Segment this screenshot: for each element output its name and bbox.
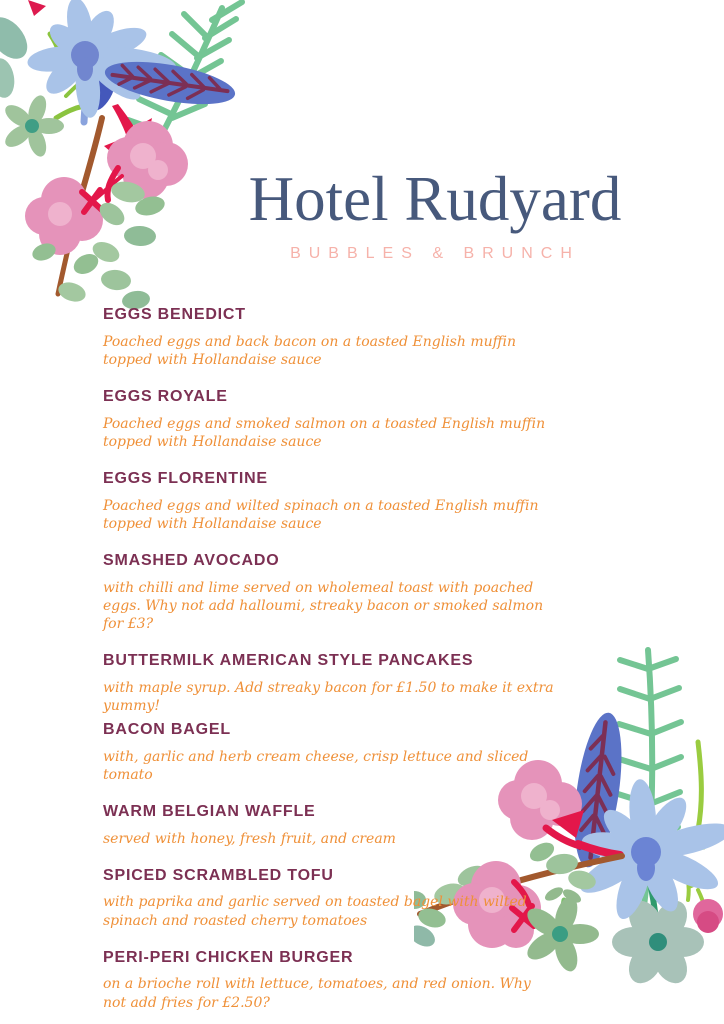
menu-header [150,166,720,263]
item-description: with maple syrup. Add streaky bacon for £1.50 to make it extra yummy! [103,679,554,714]
item-name: SMASHED AVOCADO [103,551,280,569]
menu-item [103,384,563,451]
item-name: PERI-PERI CHICKEN BURGER [103,948,354,966]
leaf-shape [0,56,17,100]
item-description: with chilli and lime served on wholemeal toast with poached eggs. Why not add halloumi, streaky bacon or smoked salmon for £3? [103,579,544,632]
menu-item [103,863,563,930]
item-description: Poached eggs and back bacon on a toasted English muffin topped with Hollandaise sauce [103,333,517,368]
menu-item [103,717,563,784]
red-bud-shape [28,0,46,16]
menu-item [103,302,563,369]
green-flower-shape [1,93,64,159]
item-description: served with honey, fresh fruit, and cream [103,830,396,847]
menu-list [103,302,563,1024]
menu-item [103,466,563,533]
item-description: on a brioche roll with lettuce, tomatoes, and red onion. Why not add fries for £2.50? [103,976,531,1011]
menu-item [103,648,563,715]
menu-item [103,945,563,1012]
item-name: EGGS BENEDICT [103,306,246,323]
menu-item [103,799,563,848]
floral-bouquet-top-left-illustration [0,0,300,320]
item-description: Poached eggs and wilted spinach on a toasted English muffin topped with Hollandaise sauce [103,497,539,532]
menu-item [103,548,563,633]
item-name: WARM BELGIAN WAFFLE [103,803,316,820]
item-name: EGGS ROYALE [103,387,228,405]
item-description: with, garlic and herb cream cheese, crisp lettuce and sliced tomato [103,748,529,783]
item-name: SPICED SCRAMBLED TOFU [103,866,334,884]
item-name: BUTTERMILK AMERICAN STYLE PANCAKES [103,652,474,670]
item-name: EGGS FLORENTINE [103,469,268,487]
pink-bud-shape [693,899,723,933]
hotel-name-title: Hotel Rudyard [248,164,622,234]
item-description: with paprika and garlic served on toasted bagel with wilted spinach and roasted cherry tomatoes [103,894,527,929]
item-name: BACON BAGEL [103,721,231,739]
item-description: Poached eggs and smoked salmon on a toasted English muffin topped with Hollandaise sauce [103,415,546,450]
menu-subtitle: BUBBLES & BRUNCH [290,245,580,263]
